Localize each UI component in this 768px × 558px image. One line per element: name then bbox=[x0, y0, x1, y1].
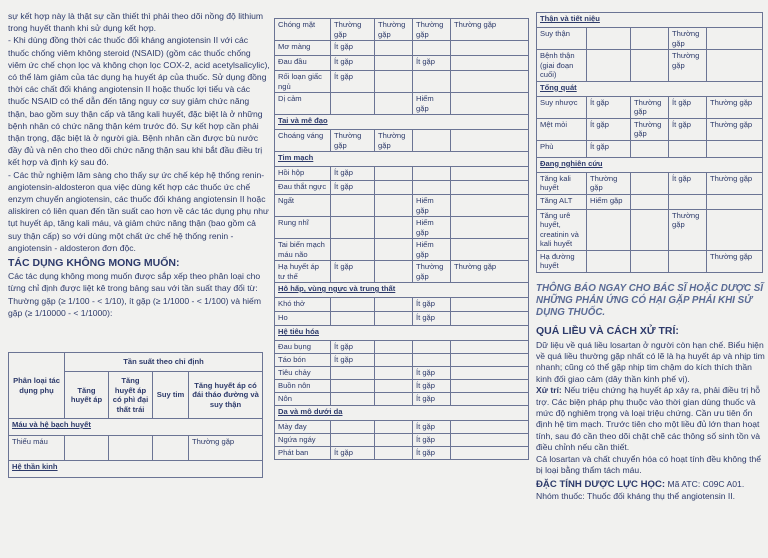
cell-freq bbox=[331, 298, 375, 312]
row-label: Rối loạn giấc ngủ bbox=[275, 71, 331, 93]
cell-freq: Ít gặp bbox=[669, 96, 707, 118]
pharmacodynamics-body: Mã ATC: C09C A01. Nhóm thuốc: Thuốc đối kháng thụ thể angiotensin II. bbox=[536, 479, 745, 501]
cell-freq bbox=[631, 172, 669, 194]
cell-freq: Hiếm gặp bbox=[413, 217, 451, 239]
header-heart-failure: Suy tim bbox=[153, 372, 189, 419]
cell-freq bbox=[375, 239, 413, 261]
header-class: Phân loại tác dụng phụ bbox=[9, 353, 65, 419]
cell-freq: Ít gặp bbox=[413, 298, 451, 312]
section-nerve: Hệ thần kinh bbox=[9, 461, 263, 478]
treatment-body: Nếu triệu chứng hạ huyết áp xảy ra, phải điều trị hỗ trợ. Các biện pháp phụ thuộc vào thời gian dùng thuốc và mức độ nghiêm trọng và loại triệu chứng. Cần ưu tiên ổn định hệ tim mạch. Trước tiên cho một liều đủ lớn than hoạt tính, sau đó cần theo dõi chặt chẽ các thông số sinh tồn và điều chỉnh nếu cần thiết. bbox=[536, 385, 761, 453]
adverse-effects-table-head bbox=[8, 352, 263, 478]
cell-freq bbox=[451, 217, 529, 239]
row-label: Choáng váng bbox=[275, 130, 331, 152]
row-label: Tiêu chảy bbox=[275, 367, 331, 380]
cell-freq bbox=[375, 167, 413, 181]
row-label: Hạ huyết áp tư thế bbox=[275, 261, 331, 283]
cell-freq: Ít gặp bbox=[331, 56, 375, 71]
cell-freq: Thường gặp bbox=[669, 28, 707, 50]
cell-freq bbox=[631, 209, 669, 250]
paragraph-raas: - Các thử nghiệm lâm sàng cho thấy sự ức chế kép hệ thống renin-angiotensin-aldosteron qua việc dùng kết hợp các thuốc ức chế enzym chuyển angiotensin, các thuốc đối kháng angiotensin II hoặc aliskiren có liên quan đến tần suất cao hơn về các tác dụng phụ như tụt huyết áp, tăng kali máu, và giảm chức năng thận (bao gồm cả suy thận cấp) so với dùng một chất ức chế hệ thống renin - angiotensin - aldosteron đơn độc. bbox=[8, 169, 269, 253]
cell-freq bbox=[707, 28, 763, 50]
cell-freq: Thường gặp bbox=[631, 96, 669, 118]
cell-freq bbox=[375, 447, 413, 460]
cell-freq bbox=[631, 250, 669, 272]
cell-freq bbox=[413, 71, 451, 93]
cell-freq bbox=[451, 393, 529, 406]
row-label: Tăng ALT bbox=[537, 194, 587, 209]
column-middle bbox=[274, 18, 528, 460]
column-left bbox=[8, 10, 270, 319]
cell-freq: Thường gặp bbox=[587, 172, 631, 194]
cell-freq bbox=[451, 181, 529, 195]
cell-freq bbox=[451, 41, 529, 56]
table-row bbox=[275, 217, 529, 239]
cell-freq bbox=[375, 421, 413, 434]
cell-freq bbox=[669, 194, 707, 209]
row-label: Phù bbox=[537, 140, 587, 157]
table-row bbox=[275, 261, 529, 283]
table-row bbox=[275, 367, 529, 380]
cell-freq bbox=[331, 93, 375, 115]
section-investigations: Đang nghiên cứu bbox=[537, 157, 763, 172]
cell-freq: Ít gặp bbox=[331, 71, 375, 93]
cell-freq bbox=[451, 421, 529, 434]
row-label: Rung nhĩ bbox=[275, 217, 331, 239]
section-skin: Da và mô dưới da bbox=[275, 406, 529, 421]
table-row bbox=[537, 209, 763, 250]
cell-freq: Ít gặp bbox=[413, 56, 451, 71]
cell-freq: Ít gặp bbox=[587, 140, 631, 157]
cell-freq bbox=[331, 195, 375, 217]
cell-freq bbox=[451, 195, 529, 217]
table-row bbox=[275, 434, 529, 447]
cell-freq bbox=[375, 41, 413, 56]
section-cardio: Tim mạch bbox=[275, 152, 529, 167]
cell-freq: Thường gặp bbox=[707, 96, 763, 118]
cell-freq: Ít gặp bbox=[331, 341, 375, 354]
row-label: Đau đầu bbox=[275, 56, 331, 71]
cell-freq bbox=[451, 56, 529, 71]
cell-freq: Ít gặp bbox=[669, 172, 707, 194]
cell-freq bbox=[707, 50, 763, 82]
table-row bbox=[275, 195, 529, 217]
cell-freq bbox=[451, 380, 529, 393]
adverse-effects-table-middle bbox=[274, 18, 529, 460]
row-label: Suy nhược bbox=[537, 96, 587, 118]
cell-freq bbox=[631, 140, 669, 157]
cell-freq bbox=[413, 41, 451, 56]
paragraph-lithium: sự kết hợp này là thật sự cần thiết thì phải theo dõi nồng độ lithium trong huyết thanh khi sử dụng kết hợp. bbox=[8, 11, 264, 34]
table-row bbox=[275, 181, 529, 195]
cell-freq: Thường gặp bbox=[707, 118, 763, 140]
cell-freq bbox=[413, 354, 451, 367]
heading-adverse-effects: TÁC DỤNG KHÔNG MONG MUỐN: bbox=[8, 257, 180, 270]
cell-freq bbox=[451, 93, 529, 115]
cell-freq: Ít gặp bbox=[331, 447, 375, 460]
row-label: Phát ban bbox=[275, 447, 331, 460]
cell-freq bbox=[707, 209, 763, 250]
cell-freq: Ít gặp bbox=[331, 261, 375, 283]
treatment-text bbox=[536, 385, 768, 453]
adverse-effects-table-right bbox=[536, 12, 763, 273]
cell-freq: Thường gặp bbox=[707, 250, 763, 272]
cell-freq bbox=[413, 130, 451, 152]
row-label: Tăng kali huyết bbox=[537, 172, 587, 194]
cell-freq bbox=[451, 367, 529, 380]
table-row bbox=[275, 41, 529, 56]
cell-freq bbox=[413, 341, 451, 354]
cell-freq: Ít gặp bbox=[331, 354, 375, 367]
table-row bbox=[275, 130, 529, 152]
cell-freq bbox=[375, 298, 413, 312]
row-label: Tăng urê huyết, creatinin và kali huyết bbox=[537, 209, 587, 250]
cell-freq bbox=[451, 239, 529, 261]
cell-freq: Thường gặp bbox=[669, 209, 707, 250]
cell-freq bbox=[375, 312, 413, 326]
row-label: Dị cảm bbox=[275, 93, 331, 115]
cell-freq: Hiếm gặp bbox=[413, 239, 451, 261]
header-frequency: Tần suất theo chỉ định bbox=[65, 353, 263, 372]
cell-freq: Ít gặp bbox=[413, 434, 451, 447]
dialysis-text: Cả losartan và chất chuyển hóa có hoạt tính đều không thể bị loại bằng thẩm tách máu. bbox=[536, 453, 762, 475]
section-kidney: Thận và tiết niệu bbox=[537, 13, 763, 28]
table-row bbox=[275, 421, 529, 434]
section-digestive: Hệ tiêu hóa bbox=[275, 326, 529, 341]
cell-freq bbox=[375, 93, 413, 115]
header-diabetes: Tăng huyết áp có đái tháo đường và suy thận bbox=[189, 372, 263, 419]
table-row bbox=[275, 19, 529, 41]
cell-freq bbox=[375, 261, 413, 283]
table-row bbox=[275, 341, 529, 354]
row-label: Ho bbox=[275, 312, 331, 326]
cell-freq bbox=[631, 194, 669, 209]
cell-freq bbox=[331, 239, 375, 261]
cell-freq bbox=[587, 28, 631, 50]
column-right bbox=[536, 12, 768, 502]
table-row bbox=[275, 298, 529, 312]
heading-overdose: QUÁ LIỀU VÀ CÁCH XỬ TRÍ: bbox=[536, 324, 679, 337]
pharmacodynamics-text bbox=[536, 479, 768, 502]
cell-freq bbox=[375, 367, 413, 380]
table-row bbox=[537, 250, 763, 272]
cell-freq bbox=[331, 421, 375, 434]
cell-freq: Ít gặp bbox=[587, 118, 631, 140]
cell-freq: Hiếm gặp bbox=[413, 93, 451, 115]
cell-freq bbox=[451, 354, 529, 367]
cell-freq: Ít gặp bbox=[413, 421, 451, 434]
table-row bbox=[537, 140, 763, 157]
cell-freq bbox=[375, 341, 413, 354]
table-row bbox=[275, 380, 529, 393]
cell-freq: Thường gặp bbox=[669, 50, 707, 82]
table-row bbox=[275, 239, 529, 261]
cell-freq: Hiếm gặp bbox=[413, 195, 451, 217]
row-label: Chóng mặt bbox=[275, 19, 331, 41]
cell-freq bbox=[451, 167, 529, 181]
treatment-label: Xử trí: bbox=[536, 385, 562, 396]
cell-freq: Thường gặp bbox=[375, 130, 413, 152]
cell-freq: Ít gặp bbox=[413, 380, 451, 393]
cell-freq: Thường gặp bbox=[631, 118, 669, 140]
row-label: Táo bón bbox=[275, 354, 331, 367]
section-ear: Tai và mê đạo bbox=[275, 115, 529, 130]
row-label: Hạ đường huyết bbox=[537, 250, 587, 272]
cell-freq: Hiếm gặp bbox=[587, 194, 631, 209]
cell-freq: Thường gặp bbox=[375, 19, 413, 41]
cell-freq: Thường gặp bbox=[451, 261, 529, 283]
row-label: Mày đay bbox=[275, 421, 331, 434]
row-label: Suy thận bbox=[537, 28, 587, 50]
cell-freq bbox=[375, 56, 413, 71]
cell-freq bbox=[451, 298, 529, 312]
table-row bbox=[275, 93, 529, 115]
cell-freq: Ít gặp bbox=[669, 118, 707, 140]
cell-freq bbox=[331, 367, 375, 380]
paragraph-nsaid: - Khi dùng đồng thời các thuốc đối kháng angiotensin II với các thuốc chống viêm không steroid (NSAID) (gồm các thuốc chống viêm ức chế chọn lọc và không chọn lọc COX-2, acid acetylsalicylic), có thể làm giảm của tác dụng hạ huyết áp của thuốc. Sử dụng đồng thời các chất đối kháng angiotensin II hoặc thuốc lợi tiểu và các thuốc NSAID có thể dẫn đến tăng nguy cơ suy giảm chức năng thận, bao gồm suy thận cấp và tăng kali huyết, đặc biệt là ở những bệnh nhân có chức năng thận kém trước đó. Sự kết hợp cần phải thận trọng, đặc biệt là ở người già. Bệnh nhân cần được bù nước đầy đủ và nên cho theo dõi chức năng thận sau khi bắt đầu điều trị kết hợp và định kỳ sau đó. bbox=[8, 35, 270, 168]
table-row bbox=[275, 354, 529, 367]
cell-freq: Thường gặp bbox=[413, 261, 451, 283]
cell-freq bbox=[375, 195, 413, 217]
cell-freq bbox=[669, 140, 707, 157]
header-lvh: Tăng huyết áp có phì đại thất trái bbox=[109, 372, 153, 419]
cell-freq bbox=[707, 140, 763, 157]
table-row bbox=[275, 312, 529, 326]
cell-freq bbox=[587, 250, 631, 272]
cell-freq: Ít gặp bbox=[331, 41, 375, 56]
cell-freq: Ít gặp bbox=[331, 181, 375, 195]
cell-freq bbox=[375, 380, 413, 393]
paragraph-adverse-intro: Các tác dụng không mong muốn được sắp xếp theo phân loại cho từng chỉ định được liệt kê trong bảng sau với tần suất thay đổi từ: Thường gặp (≥ 1/100 - < 1/10), ít gặp (≥ 1/1000 - < 1/100) và hiếm gặp (≥ 1/10000 - < 1/1000): bbox=[8, 271, 261, 318]
cell-freq bbox=[413, 167, 451, 181]
cell-freq bbox=[451, 130, 529, 152]
section-general: Tổng quát bbox=[537, 81, 763, 96]
cell-freq bbox=[451, 341, 529, 354]
table-row bbox=[537, 194, 763, 209]
cell-freq: Ít gặp bbox=[413, 367, 451, 380]
table-row bbox=[537, 118, 763, 140]
cell-freq bbox=[451, 71, 529, 93]
table-row bbox=[537, 172, 763, 194]
cell-freq: Ít gặp bbox=[413, 447, 451, 460]
cell-freq bbox=[631, 50, 669, 82]
cell-freq bbox=[587, 209, 631, 250]
cell-freq bbox=[587, 50, 631, 82]
cell-freq: Ít gặp bbox=[413, 393, 451, 406]
warning-notice: THÔNG BÁO NGAY CHO BÁC SĨ HOẶC DƯỢC SĨ NHỮNG PHẢN ỨNG CÓ HẠI GẶP PHẢI KHI SỬ DỤNG THUỐC. bbox=[536, 282, 763, 318]
cell-freq bbox=[375, 217, 413, 239]
row-label: Nôn bbox=[275, 393, 331, 406]
table-row bbox=[275, 167, 529, 181]
cell-freq bbox=[331, 434, 375, 447]
cell-freq: Ít gặp bbox=[331, 167, 375, 181]
row-label: Mơ màng bbox=[275, 41, 331, 56]
row-label: Ngứa ngáy bbox=[275, 434, 331, 447]
section-blood: Máu và hệ bạch huyết bbox=[9, 419, 263, 436]
table-row bbox=[275, 56, 529, 71]
cell-freq bbox=[451, 312, 529, 326]
section-respiratory: Hô hấp, vùng ngực và trung thất bbox=[275, 283, 529, 298]
table-row bbox=[275, 71, 529, 93]
row-label: Buồn nôn bbox=[275, 380, 331, 393]
table-row bbox=[537, 28, 763, 50]
table-row bbox=[275, 393, 529, 406]
cell-freq bbox=[331, 380, 375, 393]
cell-freq: Ít gặp bbox=[587, 96, 631, 118]
cell-freq: Thường gặp bbox=[331, 19, 375, 41]
cell-freq: Thường gặp bbox=[331, 130, 375, 152]
cell-freq bbox=[451, 434, 529, 447]
cell-freq bbox=[375, 434, 413, 447]
row-label: Đau thắt ngực bbox=[275, 181, 331, 195]
row-label: Hồi hộp bbox=[275, 167, 331, 181]
cell-freq: Thường gặp bbox=[413, 19, 451, 41]
pharmacodynamics-label: ĐẶC TÍNH DƯỢC LỰC HỌC: bbox=[536, 479, 666, 491]
row-label: Thiếu máu bbox=[9, 436, 65, 461]
cell-freq bbox=[451, 447, 529, 460]
cell-freq bbox=[331, 217, 375, 239]
overdose-text: Dữ liệu về quá liều losartan ở người còn hạn chế. Biểu hiện về quá liều thường gặp nhất có lẽ là hạ huyết áp và nhịp tim nhanh; cũng có thể gặp nhịp tim chậm do kích thích thần kinh đối giao cảm (dây thần kinh phế vị). bbox=[536, 339, 765, 384]
row-label: Mệt mỏi bbox=[537, 118, 587, 140]
table-row bbox=[537, 50, 763, 82]
cell-freq bbox=[375, 181, 413, 195]
cell-freq bbox=[413, 181, 451, 195]
table-row bbox=[537, 96, 763, 118]
cell-freq bbox=[375, 393, 413, 406]
row-label: Ngất bbox=[275, 195, 331, 217]
header-hypertension: Tăng huyết áp bbox=[65, 372, 109, 419]
cell-freq bbox=[707, 194, 763, 209]
row-label: Khó thở bbox=[275, 298, 331, 312]
row-label: Đau bụng bbox=[275, 341, 331, 354]
table-row bbox=[275, 447, 529, 460]
cell-freq bbox=[669, 250, 707, 272]
cell-freq: Thường gặp bbox=[707, 172, 763, 194]
cell-freq: Ít gặp bbox=[413, 312, 451, 326]
cell-freq bbox=[375, 354, 413, 367]
cell-freq bbox=[331, 393, 375, 406]
cell-freq: Thường gặp bbox=[451, 19, 529, 41]
cell-freq bbox=[631, 28, 669, 50]
row-label: Tai biến mạch máu não bbox=[275, 239, 331, 261]
row-label: Bệnh thận (giai đoạn cuối) bbox=[537, 50, 587, 82]
cell-freq bbox=[331, 312, 375, 326]
cell-freq bbox=[375, 71, 413, 93]
cell-freq: Thường gặp bbox=[189, 436, 263, 461]
